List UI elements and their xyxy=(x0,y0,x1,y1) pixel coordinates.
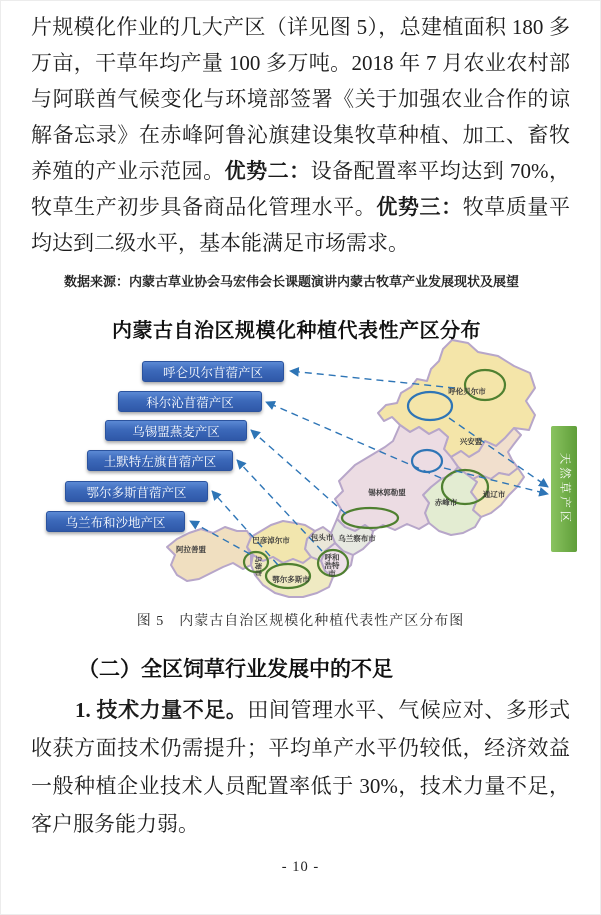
zone-label-hulunbuir-alfalfa: 呼仑贝尔苜蓿产区 xyxy=(142,361,284,382)
zone-label-ordos-alfalfa: 鄂尔多斯苜蓿产区 xyxy=(65,481,208,502)
zone-label-wuxi-oat: 乌锡盟燕麦产区 xyxy=(105,420,247,441)
data-source-note: 数据来源：内蒙古草业协会马宏伟会长课题演讲内蒙古牧草产业发展现状及展望 xyxy=(64,274,520,289)
para1-text-b: 设备配置率平均达到 70%，牧草生产初步具备商品化管理水平。 xyxy=(31,159,570,219)
natural-grass-bar-label: 天然草产区 xyxy=(558,452,571,526)
page-number: - 10 - xyxy=(281,859,320,875)
city-label-tongliao: 通辽市 xyxy=(482,490,506,499)
city-label-ulanqab: 乌兰察布市 xyxy=(338,534,376,543)
region-alxa xyxy=(167,527,251,581)
zone-label-ulanbuh-sand: 乌兰布和沙地产区 xyxy=(46,511,185,532)
para1-text-a: 片规模化作业的几大产区（详见图 5），总建植面积 180 多万亩，干草年均产量 100 多万吨。2018 年 7 月农业农村部与阿联酋气候变化与环境部签署《关于加强农业合作的谅解备忘录》在赤峰阿鲁沁旗建设集牧草种植、加工、畜牧养殖的产业示范园。 xyxy=(31,15,570,183)
city-label-alxa: 阿拉善盟 xyxy=(176,545,206,554)
city-label-hohhot-line3: 市 xyxy=(328,569,336,578)
zone-label-tumd-alfalfa: 土默特左旗苜蓿产区 xyxy=(87,450,233,471)
section-heading: （二）全区饲草行业发展中的不足 xyxy=(78,658,393,681)
figure-map xyxy=(0,310,601,602)
city-label-hohhot-line1: 呼和 xyxy=(324,553,340,562)
para2-bold-lead: 1. 技术力量不足。 xyxy=(75,698,248,722)
paragraph-1 xyxy=(31,9,570,261)
city-label-wuhai: 乌海市 xyxy=(254,555,261,577)
city-label-chifeng: 赤峰市 xyxy=(434,498,458,507)
city-label-xingan: 兴安盟 xyxy=(459,437,483,446)
paragraph-2 xyxy=(31,691,570,843)
figure-caption: 图 5 内蒙古自治区规模化种植代表性产区分布图 xyxy=(136,614,465,629)
para1-bold-advantage2: 优势二： xyxy=(224,159,311,183)
para1-bold-advantage3: 优势三： xyxy=(376,195,463,219)
figure-title: 内蒙古自治区规模化种植代表性产区分布 xyxy=(112,320,481,342)
para1-text-c: 牧草质量平均达到二级水平，基本能满足市场需求。 xyxy=(31,195,571,255)
para2-text: 田间管理水平、气候应对、多形式收获方面技术仍需提升；平均单产水平仍较低，经济效益一般种植企业技术人员配置率低于 30%，技术力量不足，客户服务能力弱。 xyxy=(31,698,571,836)
arrow-to-wuxi-label xyxy=(251,430,346,514)
city-label-bayannur: 巴彦淖尔市 xyxy=(252,536,290,545)
city-label-hulunbuir: 呼伦贝尔市 xyxy=(448,387,486,396)
zone-label-horqin-alfalfa: 科尔沁苜蓿产区 xyxy=(118,391,262,412)
city-label-baotou: 包头市 xyxy=(310,533,334,542)
city-label-ordos: 鄂尔多斯市 xyxy=(272,575,310,584)
city-label-hohhot-line2: 浩特 xyxy=(324,561,340,570)
city-label-xilingol: 锡林郭勒盟 xyxy=(368,488,406,497)
